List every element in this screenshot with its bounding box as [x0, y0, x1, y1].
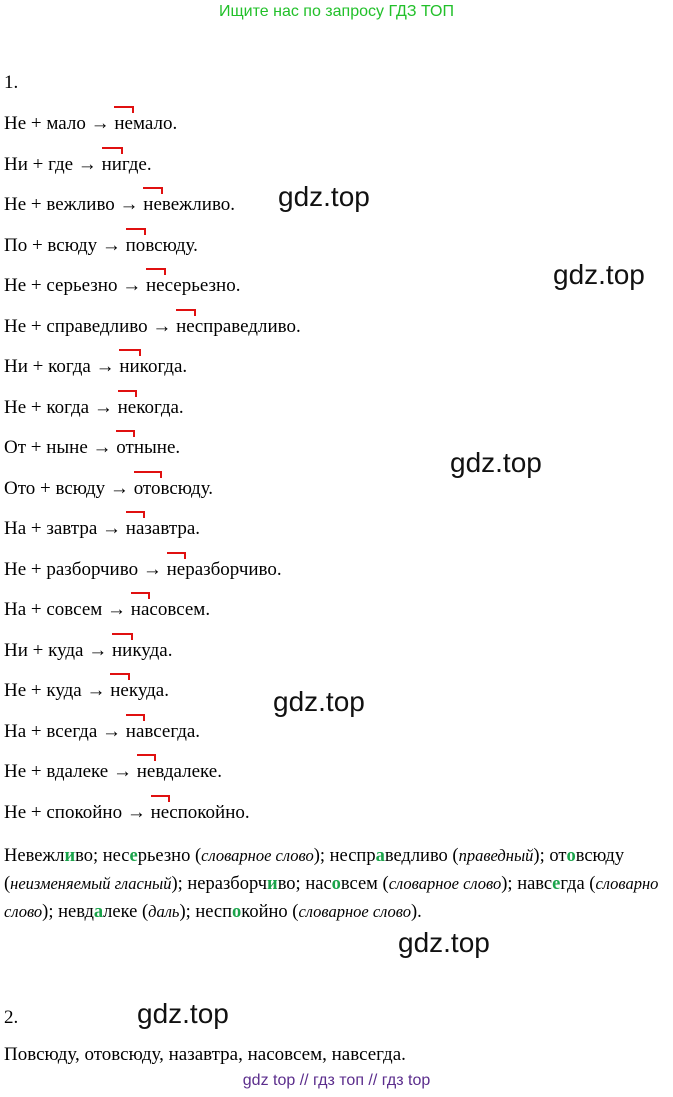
derivation-stem: мало.	[132, 113, 178, 134]
derivation-stem: справедливо.	[194, 315, 301, 337]
derivation-line	[4, 193, 235, 217]
derivation-source: От + ныне →	[4, 437, 117, 458]
derivation-source: Не + серьезно →	[4, 275, 146, 296]
derivation-source: Не + вдалеке →	[4, 761, 137, 782]
derivation-line	[4, 517, 200, 541]
prefix-mark: не	[117, 396, 137, 418]
derivation-source: Не + когда →	[4, 396, 118, 418]
derivation-stem: разборчиво.	[185, 558, 282, 580]
derivation-source: Ни + куда →	[4, 639, 112, 661]
derivation-source: Не + куда →	[4, 680, 111, 701]
watermark: gdz.top	[273, 686, 365, 717]
derivation-stem: вдалеке.	[155, 761, 222, 782]
prefix-mark: не	[114, 113, 133, 134]
footer-links[interactable]: gdz top // гдз топ // гдз top	[242, 1072, 431, 1089]
watermark: gdz.top	[278, 181, 370, 212]
derivation-stem: всегда.	[144, 720, 201, 742]
derivation-line	[4, 315, 301, 339]
prefix-mark: ото	[133, 477, 161, 499]
prefix-mark: ни	[101, 153, 122, 175]
prefix-mark: не	[136, 761, 156, 782]
derivation-source: Не + вежливо →	[4, 194, 144, 215]
derivation-source: По + всюду →	[4, 234, 126, 256]
prefix-mark: ни	[111, 639, 133, 661]
derivation-source: Не + справедливо →	[4, 315, 177, 337]
derivation-source: Не + спокойно →	[4, 801, 151, 823]
derivation-line	[4, 112, 177, 136]
derivation-line	[4, 801, 250, 825]
prefix-mark: на	[130, 599, 150, 620]
derivation-stem: куда.	[132, 639, 173, 661]
derivation-stem: серьезно.	[164, 275, 241, 296]
derivation-stem: совсем.	[149, 599, 211, 620]
task-1-number: 1.	[4, 72, 19, 93]
derivation-line	[4, 477, 213, 501]
derivation-stem: всюду.	[160, 477, 214, 499]
derivation-stem: когда.	[136, 396, 184, 418]
derivation-line	[4, 760, 222, 784]
prefix-mark: не	[143, 194, 162, 215]
prefix-mark: на	[125, 518, 145, 539]
derivation-source: Не + разборчиво →	[4, 558, 167, 580]
derivation-source: Ни + когда →	[4, 356, 120, 377]
derivation-stem: завтра.	[144, 518, 201, 539]
derivation-source: На + завтра →	[4, 518, 126, 539]
prefix-mark: по	[125, 234, 146, 256]
derivation-stem: спокойно.	[169, 801, 250, 823]
prefix-mark: не	[145, 275, 165, 296]
derivation-line	[4, 153, 152, 177]
derivation-stem: где.	[121, 153, 152, 175]
derivation-line	[4, 396, 184, 420]
watermark: gdz.top	[553, 259, 645, 290]
task-2-answer: Повсюду, отовсюду, назавтра, насовсем, навсегда.	[4, 1044, 406, 1065]
top-banner[interactable]: Ищите нас по запросу ГДЗ ТОП	[219, 3, 454, 20]
derivation-line	[4, 558, 282, 582]
prefix-mark: не	[150, 801, 170, 823]
derivation-stem: всюду.	[145, 234, 198, 256]
prefix-mark: на	[125, 720, 145, 742]
derivation-stem: куда.	[128, 680, 169, 701]
prefix-mark: ни	[119, 356, 140, 377]
derivation-stem: когда.	[139, 356, 188, 377]
derivation-line	[4, 679, 169, 703]
derivation-source: На + совсем →	[4, 599, 131, 620]
prefix-mark: не	[166, 558, 186, 580]
derivation-source: Не + мало →	[4, 113, 115, 134]
task-2-number: 2.	[4, 1007, 19, 1028]
derivation-line	[4, 720, 200, 744]
derivation-line	[4, 234, 198, 258]
derivation-stem: ныне.	[133, 437, 181, 458]
watermark: gdz.top	[398, 927, 490, 958]
derivation-stem: вежливо.	[161, 194, 236, 215]
watermark: gdz.top	[450, 447, 542, 478]
derivation-line	[4, 598, 210, 622]
task-1-explanation: Невежливо; несерьезно (словарное слово); несправедливо (праведный); отовсюду (неизменяемый гласный); неразборчиво; насовсем (словарное слово); навсегда (словарно слово); невдалеке (даль); неспокойно (словарное слово).	[4, 846, 659, 922]
watermark: gdz.top	[137, 998, 229, 1029]
derivation-source: Ото + всюду →	[4, 477, 134, 499]
derivation-line	[4, 436, 180, 460]
derivation-line	[4, 639, 172, 663]
derivation-source: На + всегда →	[4, 720, 126, 742]
prefix-mark: не	[176, 315, 195, 337]
prefix-mark: от	[116, 437, 134, 458]
prefix-mark: не	[110, 680, 129, 701]
derivation-line	[4, 274, 240, 298]
derivation-line	[4, 355, 187, 379]
derivation-source: Ни + где →	[4, 153, 102, 175]
